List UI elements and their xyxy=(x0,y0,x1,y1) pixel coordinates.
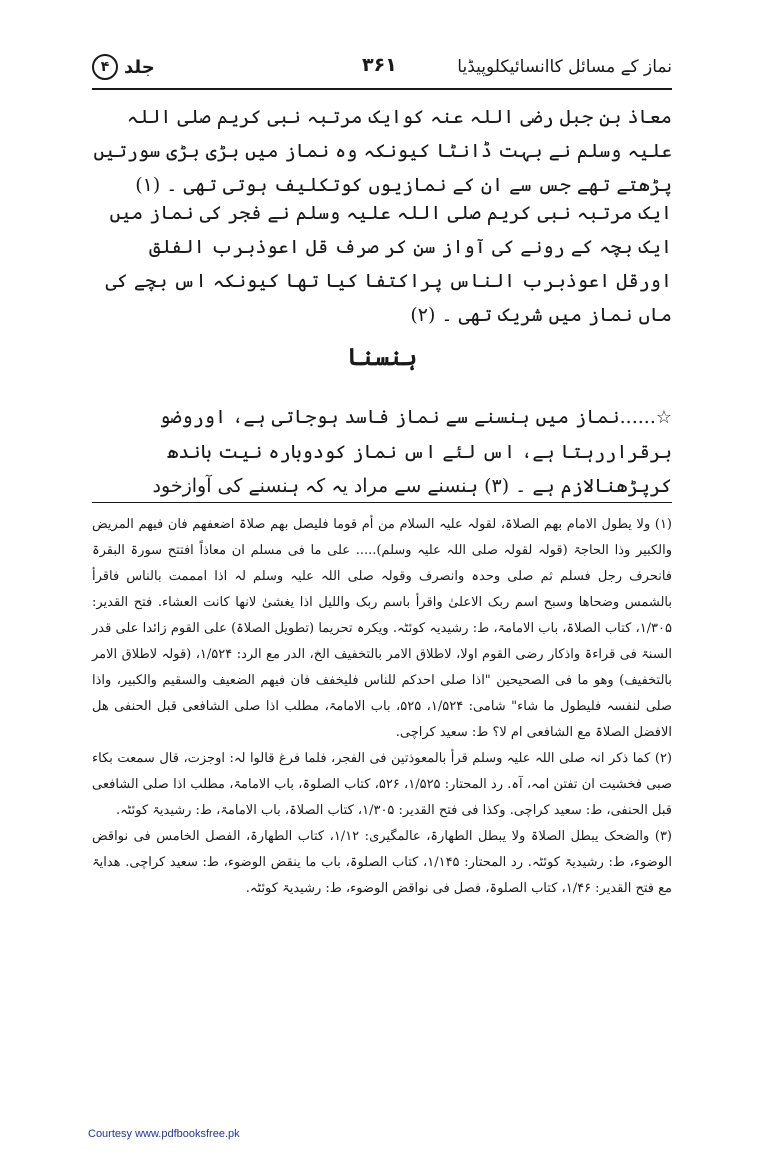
footnote-rule xyxy=(92,502,672,503)
courtesy-link[interactable]: Courtesy www.pdfbooksfree.pk xyxy=(88,1128,240,1140)
footnote-1: (۱) ولا یطول الامام بھم الصلاۃ، لقولہ علیہ السلام من أم قوما فلیصل بھم صلاۃ اضعفھم فان فیھم المریض والکبیر وذا الحاجۃ (قولہ لقولہ صلی اللہ علیہ وسلم)..... علی ما فی مسلم ان معاذاً افتتح سورۃ البقرۃ فانحرف رجل فسلم ثم صلی وحدہ وانصرف وقولہ صلی اللہ علیہ وسلم لہ اذا امممت بالناس فاقرأ بالشمس وضحاھا وسبح اسم ربک الاعلیٰ واقرأ باسم ربک واللیل اذا یغشیٰ لانھا کانت العشاء. فتح القدیر: ۱/۳۰۵، کتاب الصلاۃ، باب الامامۃ، ط: رشیدیہ کوئٹہ. ویکرہ تحریما (تطویل الصلاۃ) علی القوم زائدا علی قدر السنۃ فی قراءۃ واذکار رضی القوم اولا، لاطلاق الامر بالتخفیف الخ، الدر مع الرد: ۱/۵۲۴، (قولہ لاطلاق الامر بالتخفیف) وھو ما فی الصحیحین "اذا صلی احدکم للناس فلیخفف فان فیھم الضعیف والسقیم والکبیر، واذا صلی لنفسہ فلیطول ما شاء" شامی: ۱/۵۲۴، ۵۲۵، باب الامامۃ، مطلب اذا صلی الشافعی قبل الحنفی ھل الافضل الصلاۃ مع الشافعی ام لا؟ ط: سعید کراچی. xyxy=(92,517,672,740)
volume-number: ۴ xyxy=(92,54,118,80)
paragraph-3-text: ......نماز میں ہنسنے سے نماز فاسد ہوجاتی ہے، اوروضو برقراررہتا ہے، اس لئے اس نماز کودوبارہ نیت باندھ کرپڑھنالازم ہے ۔ (۳) ہنسنے سے مراد یہ کہ ہنسنے کی آوازخود xyxy=(152,406,672,497)
page-header xyxy=(92,52,672,86)
page-number: ۳۶۱ xyxy=(362,54,397,76)
paragraph-3 xyxy=(92,400,672,503)
footnote-3: (۳) والضحک یبطل الصلاۃ ولا یبطل الطھارۃ، عالمگیری: ۱/۱۲، کتاب الطھارۃ، الفصل الخامس فی نواقض الوضوء، ط: رشیدیۃ کوئٹہ. رد المحتار: ۱/۱۴۵، کتاب الصلوۃ، باب ما ینقض الوضوء، ط: سعید کراچی. ھدایۃ مع فتح القدیر: ۱/۴۶، کتاب الصلوۃ، فصل فی نواقض الوضوء، ط: رشیدیۃ کوئٹہ. xyxy=(92,829,672,896)
book-title: نماز کے مسائل کاانسائیکلوپیڈیا xyxy=(457,57,672,77)
volume-label-group xyxy=(92,54,155,80)
section-heading: ہنسنا xyxy=(346,342,418,371)
footnote-2: (۲) کما ذکر انہ صلی اللہ علیہ وسلم قرأ بالمعوذتین فی الفجر، فلما فرغ قالوا لہ: اوجزت، قال سمعت بکاء صبی فخشیت ان تفتن امہ، آہ. رد المحتار: ۱/۵۲۵، ۵۲۶، کتاب الصلوۃ، باب الامامۃ، مطلب اذا صلی الشافعی قبل الحنفی، ط: سعید کراچی. وکذا فی فتح القدیر: ۱/۳۰۵، کتاب الصلاۃ، باب الامامۃ، ط: رشیدیۃ کوئٹہ. xyxy=(92,751,672,818)
star-icon: ☆ xyxy=(655,407,672,428)
footnotes xyxy=(92,512,672,902)
volume-label: جلد xyxy=(124,56,155,78)
paragraph-1: معاذ بن جبل رضی اللہ عنہ کوایک مرتبہ نبی کریم صلی اللہ علیہ وسلم نے بہت ڈانٹا کیونکہ وہ نماز میں بڑی بڑی سورتیں پڑھتے تھے جس سے ان کے نمازیوں کوتکلیف ہوتی تھی ۔ (۱) xyxy=(93,106,672,196)
paragraph-2: ایک مرتبہ نبی کریم صلی اللہ علیہ وسلم نے فجر کی نماز میں ایک بچہ کے رونے کی آواز سن کر صرف قل اعوذبرب الفلق اورقل اعوذبرب الناس پراکتفا کیا تھا کیونکہ اس بچے کی ماں نماز میں شریک تھی ۔ (۲) xyxy=(105,202,672,326)
header-rule xyxy=(92,88,672,90)
